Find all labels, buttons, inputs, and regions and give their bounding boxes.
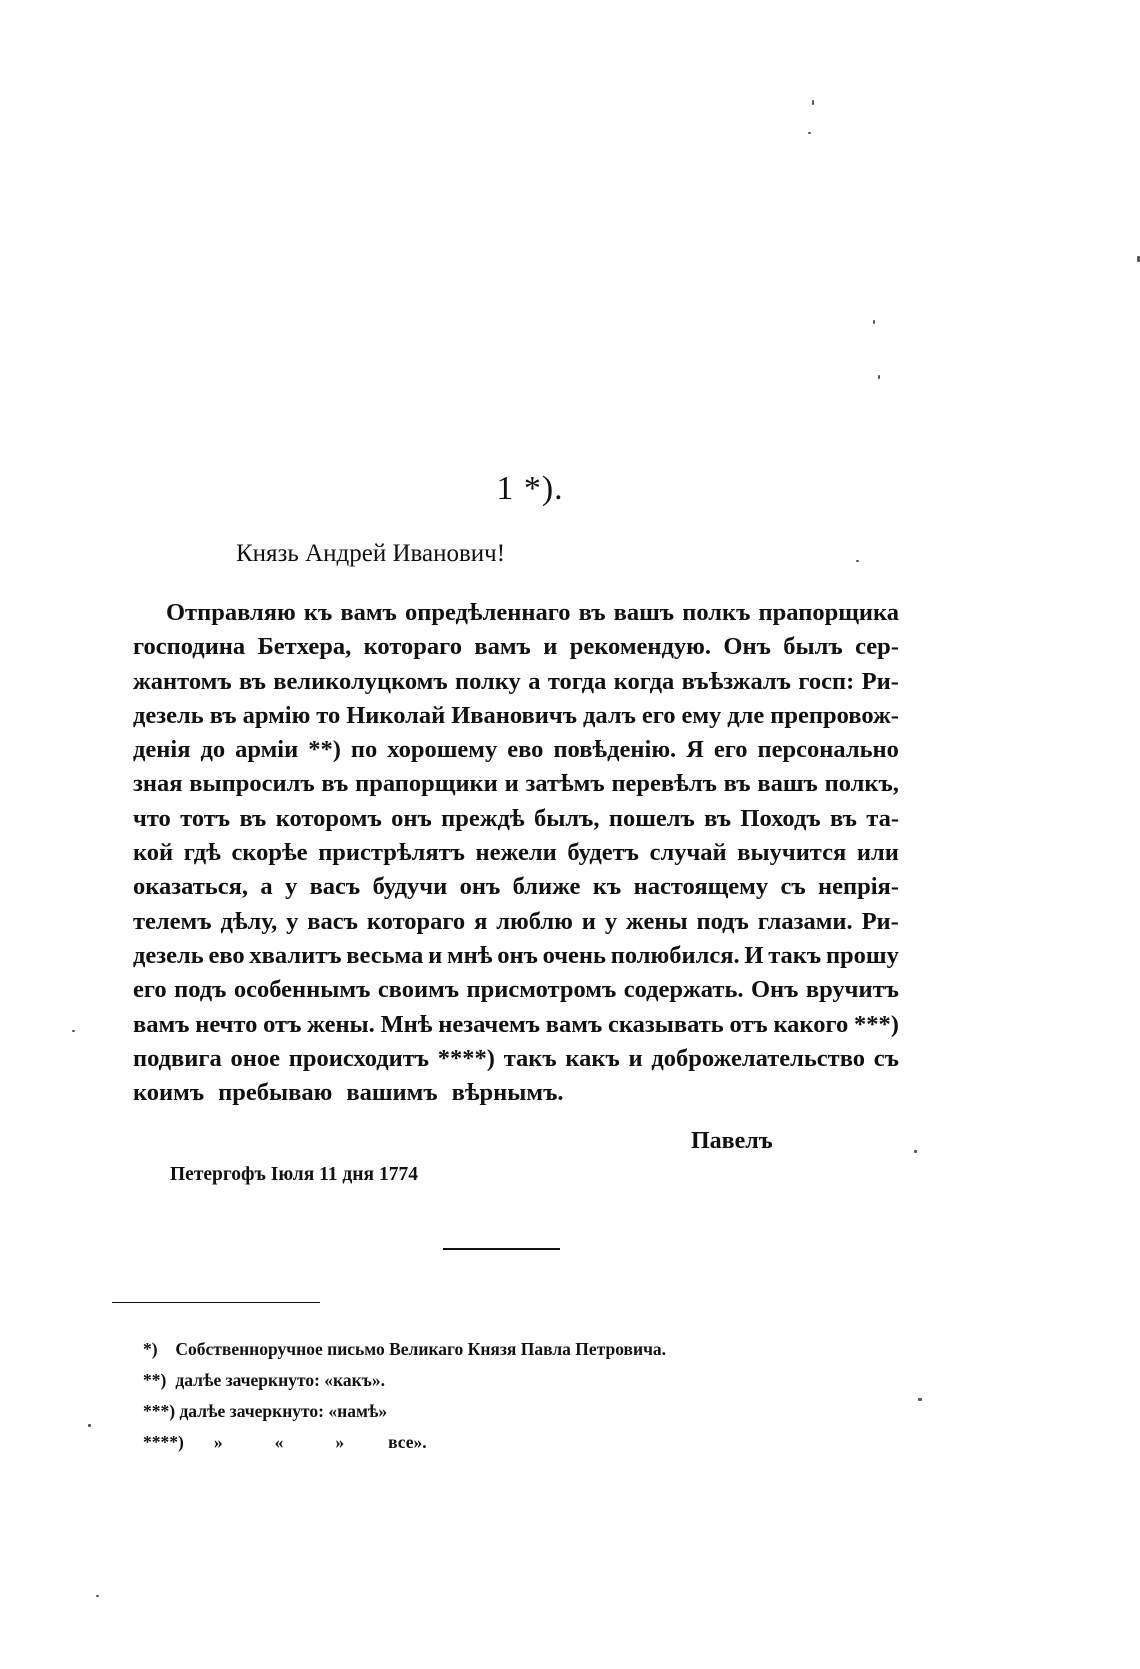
letter-line: дезель ево хвалитъ весьма и мнѣ онъ очень полюбился. И такъ прошу: [133, 941, 899, 969]
scan-speck: [918, 1398, 922, 1401]
place-date: Петергофъ Іюля 11 дня 1774: [170, 1164, 418, 1185]
footnote-1: [143, 1334, 666, 1365]
scan-speck: [878, 375, 880, 379]
letter-number-heading: 1 *).: [496, 470, 564, 507]
section-divider: [443, 1248, 560, 1250]
salutation: Князь Андрей Иванович!: [236, 540, 506, 567]
letter-line: оказаться, а у васъ будучи онъ ближе къ настоящему съ непрія-: [133, 873, 899, 901]
footnote-2: [143, 1365, 666, 1396]
letter-line: что тотъ въ которомъ онъ преждѣ былъ, пошелъ въ Походъ въ та-: [133, 804, 899, 832]
signature: Павелъ: [691, 1128, 773, 1154]
footnote-text: далѣе зачеркнуто: «какъ».: [175, 1370, 386, 1390]
letter-line: вамъ нечто отъ жены. Мнѣ незачемъ вамъ сказывать отъ какого ***): [133, 1010, 899, 1038]
scan-speck: [914, 1150, 917, 1153]
footnote-mark: **): [143, 1370, 167, 1390]
letter-line: коимъ пребываю вашимъ вѣрнымъ.: [133, 1079, 564, 1107]
scan-speck: [873, 320, 875, 324]
letter-line: денія до арміи **) по хорошему ево повѣденію. Я его персонально: [133, 736, 899, 764]
ditto-mark: «: [274, 1432, 284, 1452]
footnote-divider: [112, 1302, 320, 1303]
letter-line: телемъ дѣлу, у васъ котораго я люблю и у жены подъ глазами. Ри-: [133, 907, 899, 935]
letter-line: господина Бетхера, котораго вамъ и рекомендую. Онъ былъ сер-: [133, 633, 899, 661]
scan-speck: [72, 1030, 75, 1032]
scan-speck: [812, 100, 814, 105]
footnote-text: Собственноручное письмо Великаго Князя Павла Петровича.: [175, 1339, 667, 1359]
letter-body: [133, 596, 899, 1110]
letter-line: кой гдѣ скорѣе пристрѣлятъ нежели будетъ случай выучится или: [133, 839, 899, 867]
footnote-mark: ***): [143, 1401, 176, 1421]
footnote-text: все».: [388, 1432, 427, 1452]
letter-line: зная выпросилъ въ прапорщики и затѣмъ перевѣлъ въ вашъ полкъ,: [133, 770, 899, 798]
footnote-3: [143, 1396, 666, 1427]
footnote-mark: ****): [143, 1432, 184, 1452]
letter-line: дезель въ армію то Николай Ивановичъ далъ его ему дле препровож-: [133, 701, 899, 729]
footnote-4: [143, 1427, 666, 1458]
footnotes: [143, 1334, 666, 1458]
letter-line: подвига оное происходитъ ****) такъ какъ и доброжелательство съ: [133, 1044, 899, 1072]
letter-line: Отправляю къ вамъ опредѣленнаго въ вашъ полкъ прапорщика: [166, 599, 899, 626]
ditto-mark: »: [335, 1432, 345, 1452]
ditto-mark: »: [213, 1432, 223, 1452]
scan-speck: [808, 132, 811, 134]
letter-line: его подъ особеннымъ своимъ присмотромъ содержать. Онъ вручитъ: [133, 976, 899, 1004]
footnote-text: далѣе зачеркнуто: «намѣ»: [179, 1401, 388, 1421]
letter-line: жантомъ въ великолуцкомъ полку а тогда когда въѣзжалъ госп: Ри-: [133, 667, 899, 695]
scan-speck: [88, 1424, 91, 1427]
scan-speck: [96, 1595, 99, 1597]
scan-speck: [856, 560, 859, 562]
footnote-mark: *): [143, 1339, 158, 1359]
